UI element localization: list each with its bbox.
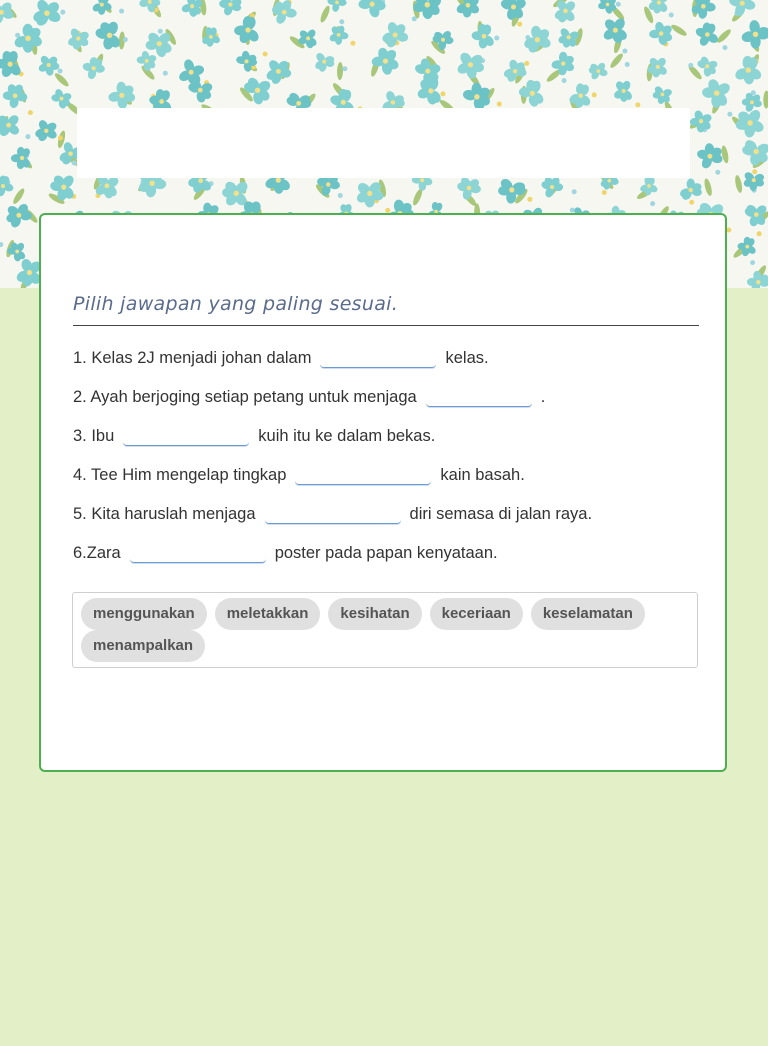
question-1-end: kelas. — [445, 349, 489, 367]
star-icon — [635, 102, 640, 107]
flower-icon — [136, 50, 157, 71]
flower-icon — [747, 270, 768, 288]
flower-icon — [733, 55, 763, 85]
word-chip[interactable]: keselamatan — [531, 598, 645, 630]
flower-icon — [37, 54, 60, 76]
question-1 — [73, 345, 489, 368]
star-icon — [28, 110, 33, 115]
star-icon — [440, 91, 445, 96]
flower-icon — [602, 16, 629, 44]
flower-icon — [652, 85, 672, 105]
flower-icon — [694, 22, 719, 47]
star-icon — [622, 49, 627, 54]
flower-icon — [455, 0, 481, 18]
leaf-icon — [763, 90, 768, 108]
title-box — [77, 108, 690, 178]
flower-icon — [456, 51, 486, 80]
flower-icon — [94, 20, 122, 50]
flower-icon — [523, 25, 553, 54]
star-icon — [517, 22, 522, 27]
flower-icon — [327, 0, 347, 13]
answer-blank-2[interactable] — [426, 384, 532, 407]
question-6-text: 6.Zara — [73, 544, 121, 562]
flower-icon — [3, 83, 28, 109]
question-2-end: . — [540, 388, 546, 406]
flower-icon — [742, 138, 768, 166]
star-icon — [119, 9, 124, 14]
flower-icon — [503, 59, 528, 84]
flower-icon — [67, 27, 91, 51]
star-icon — [60, 10, 65, 15]
flower-icon — [145, 30, 174, 58]
flower-icon — [91, 0, 113, 15]
leaf-icon — [11, 187, 26, 205]
flower-icon — [728, 0, 756, 17]
answer-blank-5[interactable] — [265, 501, 401, 524]
star-icon — [497, 102, 502, 107]
flower-icon — [540, 176, 563, 199]
flower-icon — [702, 78, 732, 109]
star-icon — [412, 16, 417, 21]
star-icon — [58, 135, 63, 140]
word-chip[interactable]: menampalkan — [81, 630, 205, 662]
flower-icon — [679, 178, 703, 201]
star-icon — [572, 189, 577, 194]
star-icon — [752, 169, 757, 174]
flower-icon — [5, 202, 32, 229]
question-3-text: 3. Ibu — [73, 427, 115, 445]
flower-icon — [471, 23, 496, 49]
flower-icon — [500, 0, 528, 21]
flower-icon — [696, 143, 724, 170]
star-icon — [602, 190, 607, 195]
worksheet-card — [39, 213, 727, 772]
flower-icon — [498, 177, 527, 204]
word-chip[interactable]: menggunakan — [81, 598, 207, 630]
leaf-icon — [703, 178, 713, 197]
star-icon — [263, 52, 268, 57]
flower-icon — [456, 176, 481, 201]
flower-icon — [416, 76, 443, 105]
flower-icon — [381, 21, 409, 49]
flower-icon — [0, 0, 15, 25]
word-chip[interactable]: kesihatan — [328, 598, 421, 630]
leaf-icon — [609, 52, 625, 70]
flower-icon — [689, 109, 713, 132]
star-icon — [350, 41, 355, 46]
question-2-text: 2. Ayah berjoging setiap petang untuk menjaga — [73, 388, 417, 406]
leaf-icon — [337, 62, 344, 80]
answer-blank-4[interactable] — [295, 462, 431, 485]
star-icon — [524, 61, 529, 66]
leaf-icon — [670, 23, 688, 38]
leaf-icon — [734, 175, 744, 194]
question-5-end: diri semasa di jalan raya. — [409, 505, 593, 523]
answer-blank-3[interactable] — [123, 423, 249, 446]
flower-icon — [181, 0, 204, 18]
answer-blank-6[interactable] — [130, 540, 266, 563]
question-3 — [73, 423, 435, 446]
answer-blank-1[interactable] — [320, 345, 436, 368]
flower-icon — [742, 92, 763, 113]
star-icon — [342, 66, 347, 71]
star-icon — [650, 201, 655, 206]
star-icon — [688, 63, 693, 68]
flower-icon — [234, 15, 261, 44]
question-4-text: 4. Tee Him mengelap tingkap — [73, 466, 287, 484]
flower-icon — [243, 76, 273, 105]
flower-icon — [0, 113, 21, 138]
word-chip[interactable]: meletakkan — [215, 598, 321, 630]
question-4 — [73, 462, 525, 485]
star-icon — [338, 193, 343, 198]
flower-icon — [314, 51, 336, 72]
star-icon — [616, 2, 621, 7]
flower-icon — [612, 79, 633, 102]
flower-icon — [588, 61, 608, 81]
star-icon — [562, 78, 567, 83]
flower-icon — [265, 58, 292, 85]
flower-icon — [359, 0, 387, 19]
question-6-end: poster pada papan kenyataan. — [274, 544, 498, 562]
flower-icon — [328, 24, 349, 44]
star-icon — [58, 69, 63, 74]
star-icon — [726, 228, 731, 233]
question-3-end: kuih itu ke dalam bekas. — [258, 427, 436, 445]
flower-icon — [219, 0, 243, 17]
question-4-end: kain basah. — [440, 466, 525, 484]
star-icon — [72, 161, 77, 166]
star-icon — [570, 208, 575, 213]
star-icon — [722, 45, 727, 50]
leaf-icon — [53, 71, 70, 88]
star-icon — [715, 170, 720, 175]
star-icon — [527, 197, 532, 202]
question-5 — [73, 501, 592, 524]
question-6 — [73, 540, 498, 563]
flower-icon — [0, 175, 14, 198]
flower-icon — [32, 0, 63, 28]
star-icon — [0, 242, 3, 247]
star-icon — [592, 92, 597, 97]
star-icon — [689, 200, 694, 205]
word-bank — [72, 592, 698, 668]
star-icon — [123, 37, 128, 42]
flower-icon — [740, 20, 768, 49]
flower-icon — [649, 21, 674, 46]
flower-icon — [13, 24, 44, 53]
question-1-text: 1. Kelas 2J menjadi johan dalam — [73, 349, 312, 367]
flower-icon — [735, 108, 766, 138]
instruction-text: Pilih jawapan yang paling sesuai. — [73, 293, 699, 326]
flower-icon — [108, 81, 137, 109]
flower-icon — [11, 146, 32, 169]
star-icon — [25, 134, 30, 139]
star-icon — [494, 35, 499, 40]
star-icon — [727, 112, 732, 117]
flower-icon — [518, 79, 545, 108]
question-5-text: 5. Kita haruslah menjaga — [73, 505, 256, 523]
star-icon — [669, 12, 674, 17]
star-icon — [750, 260, 755, 265]
star-icon — [163, 71, 168, 76]
question-2 — [73, 384, 545, 407]
star-icon — [158, 29, 163, 34]
word-chip[interactable]: keceriaan — [430, 598, 523, 630]
leaf-icon — [319, 5, 332, 24]
star-icon — [757, 231, 762, 236]
star-icon — [625, 62, 630, 67]
star-icon — [339, 19, 344, 24]
flower-icon — [34, 119, 58, 143]
leaf-icon — [715, 28, 732, 45]
